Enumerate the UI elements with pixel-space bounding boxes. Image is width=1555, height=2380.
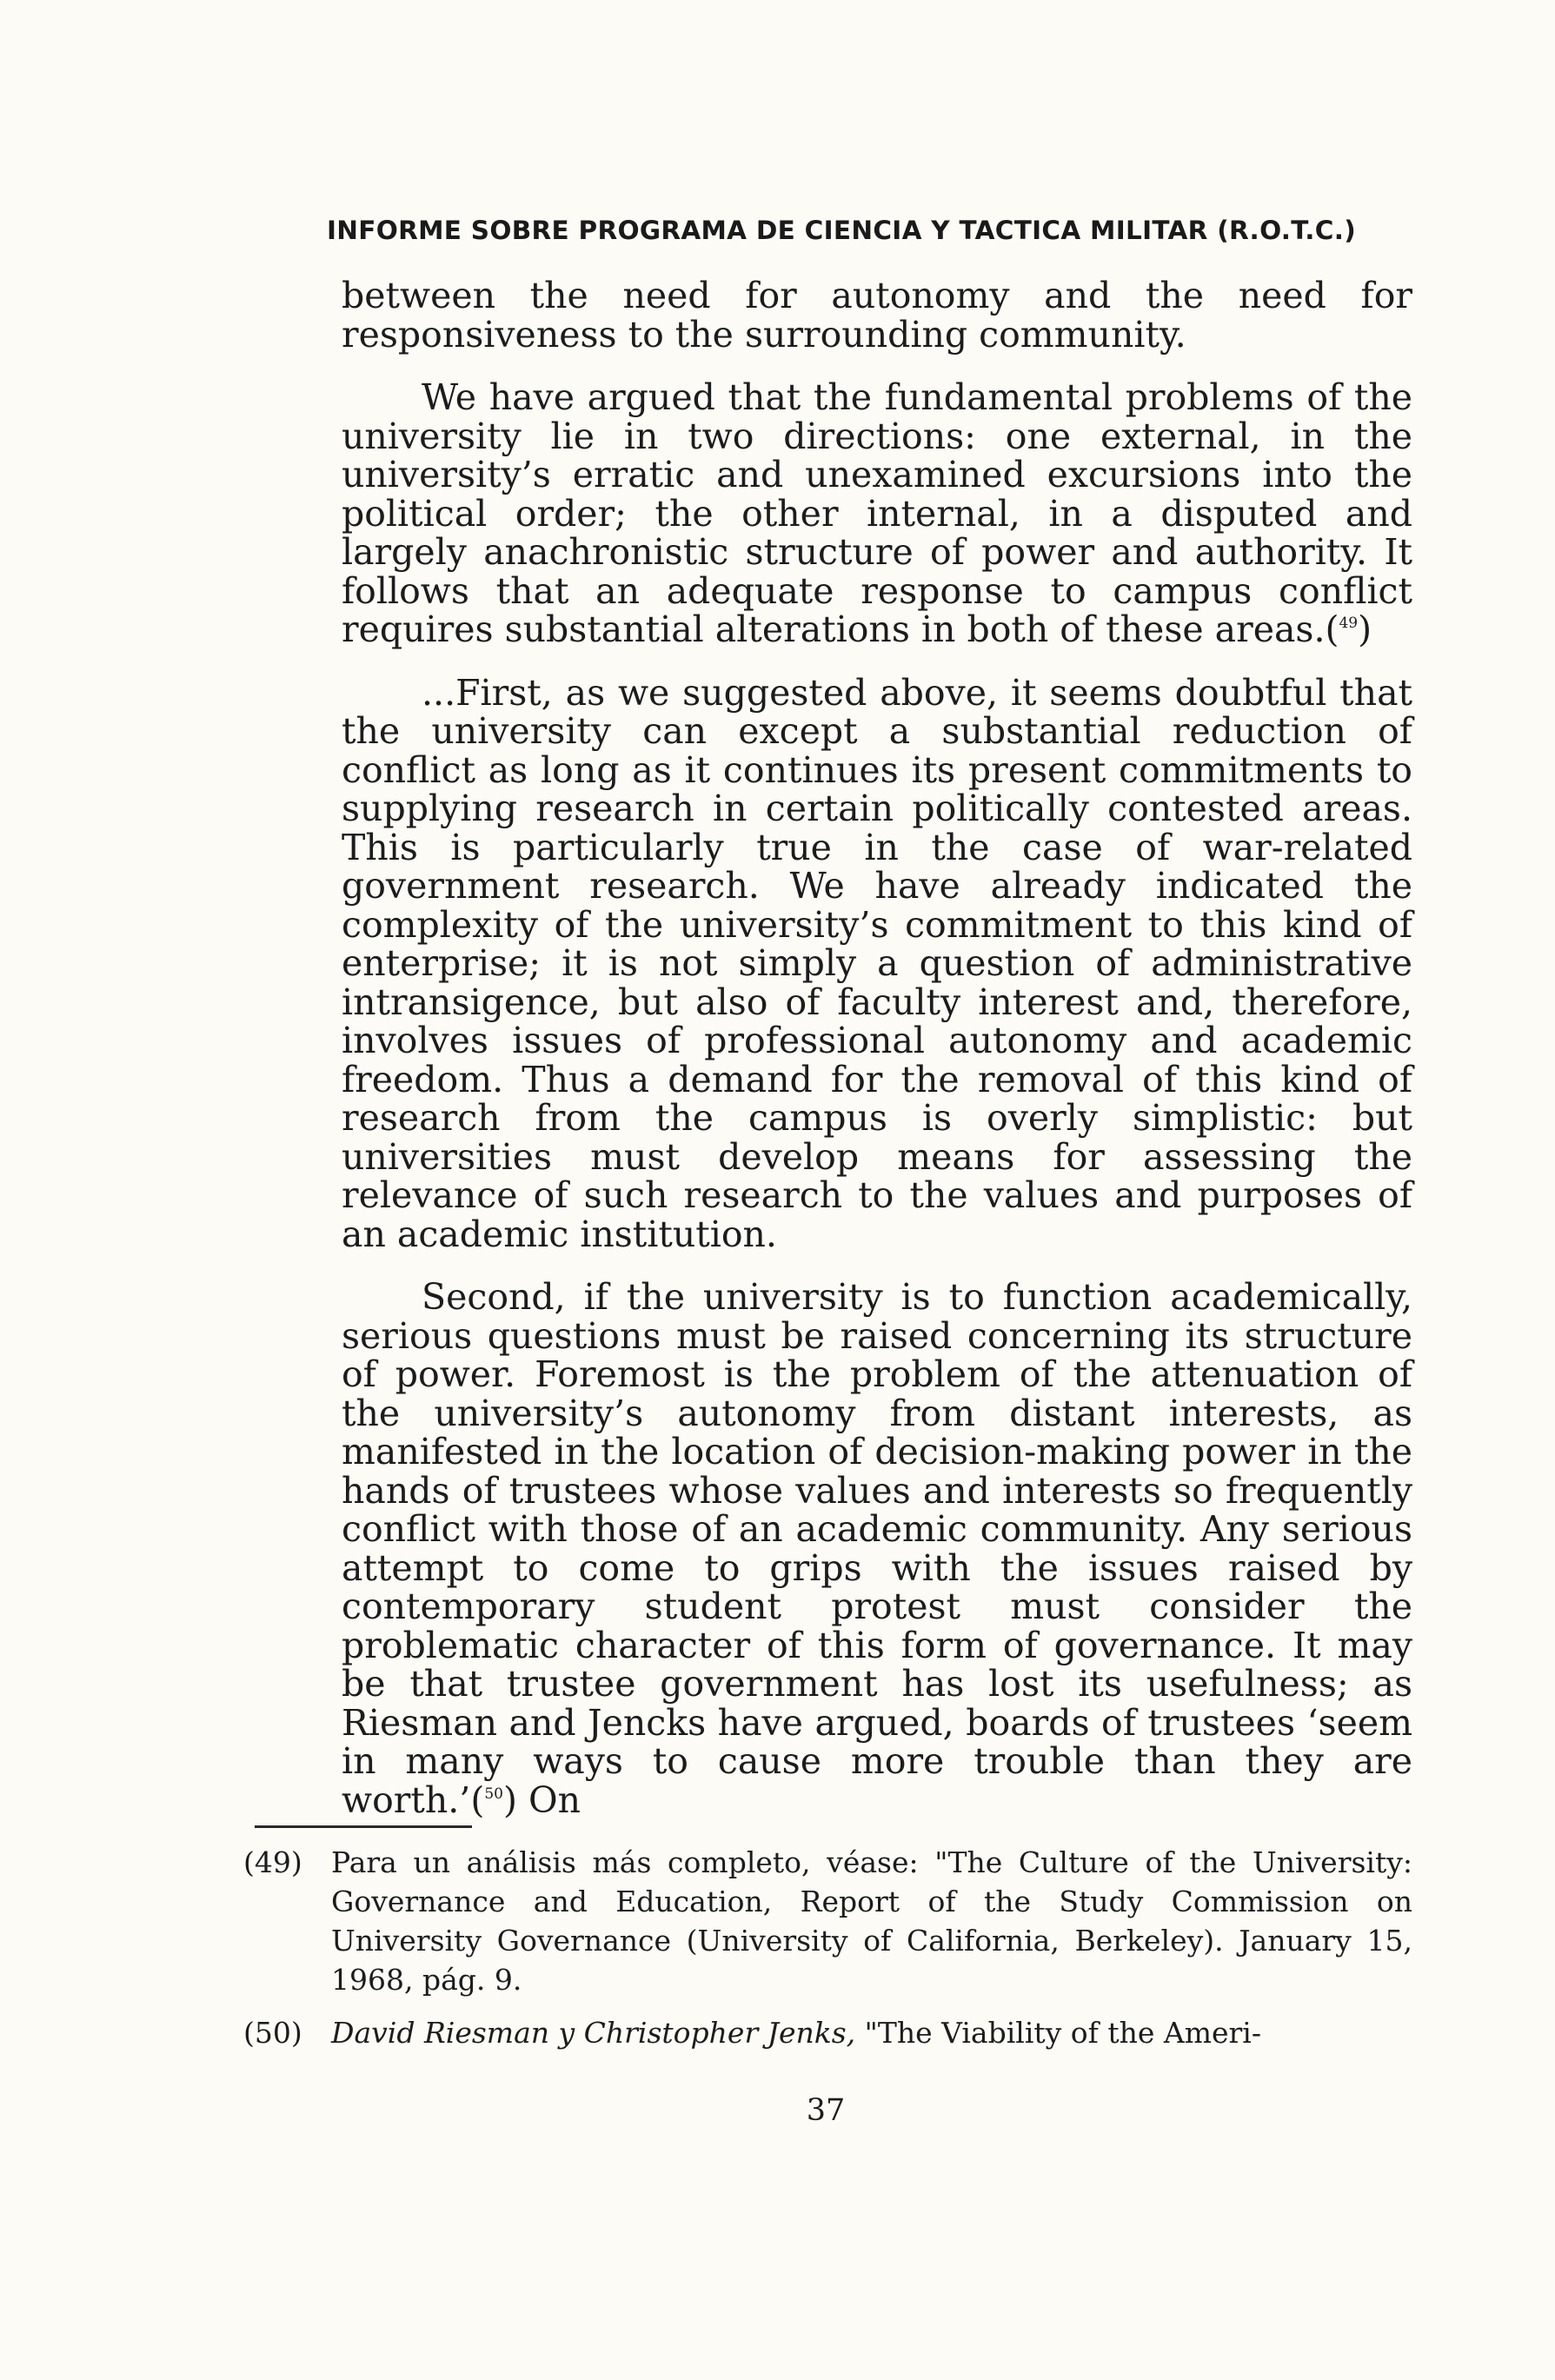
footnote-50: [243, 2013, 1412, 2052]
footnote-separator: [255, 1825, 472, 1828]
paragraph-4-close: ) On: [502, 1778, 581, 1821]
paragraph-first: [342, 671, 1412, 1255]
main-text: [342, 276, 1412, 1819]
footnote-title: "The Viability of the Ameri-: [855, 2016, 1262, 2050]
footnote-number: (49): [243, 1845, 302, 1879]
paragraph-3-text: ...First, as we suggested above, it seems doubtful that the university can except a substantial reduction of conflict as long as it continues its present commitments to supplying research in certain politically contested areas. This is particularly true in the case of war-related government research. We have already indicated the complexity of the university’s commitment to this kind of enterprise; it is not simply a question of administrative intransigence, but also of faculty interest and, therefore, involves issues of professional autonomy and academic freedom. Thus a demand for the removal of this kind of research from the campus is overly simplistic: but universities must develop means for assessing the relevance of such research to the values and purposes of an academic institution.: [342, 671, 1412, 1255]
paragraph-1-text: between the need for autonomy and the need for responsiveness to the surrounding community.: [342, 275, 1412, 356]
footnote-text: [331, 2013, 1412, 2052]
running-header: INFORME SOBRE PROGRAMA DE CIENCIA Y TACTICA MILITAR (R.O.T.C.): [327, 216, 1356, 245]
paragraph-2-close: ): [1358, 608, 1372, 650]
paragraph-2-text: We have argued that the fundamental problems of the university lie in two directions: one external, in the university’s erratic and unexamined excursions into the political order; the other internal, in a disputed and largely anachronistic structure of power and authority. It follows that an adequate response to campus conflict requires substantial alterations in both of these areas.(: [342, 376, 1412, 650]
paragraph-second: [342, 1278, 1412, 1819]
footnote-ref-50: 50: [484, 1785, 503, 1803]
page-number: 37: [806, 2093, 846, 2128]
footnote-authors: David Riesman y Christopher Jenks,: [331, 2016, 856, 2050]
footnote-ref-49: 49: [1339, 615, 1359, 632]
paragraph-4-text: Second, if the university is to function academically, serious questions must be raised concerning its structure of power. Foremost is the problem of the attenuation of the university’s autonomy from distant interests, as manifested in the location of decision-making power in the hands of trustees whose values and interests so frequently conflict with those of an academic community. Any serious attempt to come to grips with the issues raised by contemporary student protest must consider the problematic character of this form of governance. It may be that trustee government has lost its usefulness; as Riesman and Jencks have argued, boards of trustees ‘seem in many ways to cause more trouble than they are worth.’(: [342, 1276, 1412, 1821]
paragraph-continuation: [342, 276, 1412, 354]
footnote-text: Para un análisis más completo, véase: "The Culture of the University: Governance and Education, Report of the Study Commission on University Governance (University of California, Berkeley). January 15, 1968, pág. 9.: [331, 1845, 1412, 1997]
paragraph-fundamental-problems: [342, 378, 1412, 649]
footnote-number: (50): [243, 2016, 302, 2050]
footnotes: [243, 1843, 1412, 2066]
footnote-49: [243, 1843, 1412, 1999]
